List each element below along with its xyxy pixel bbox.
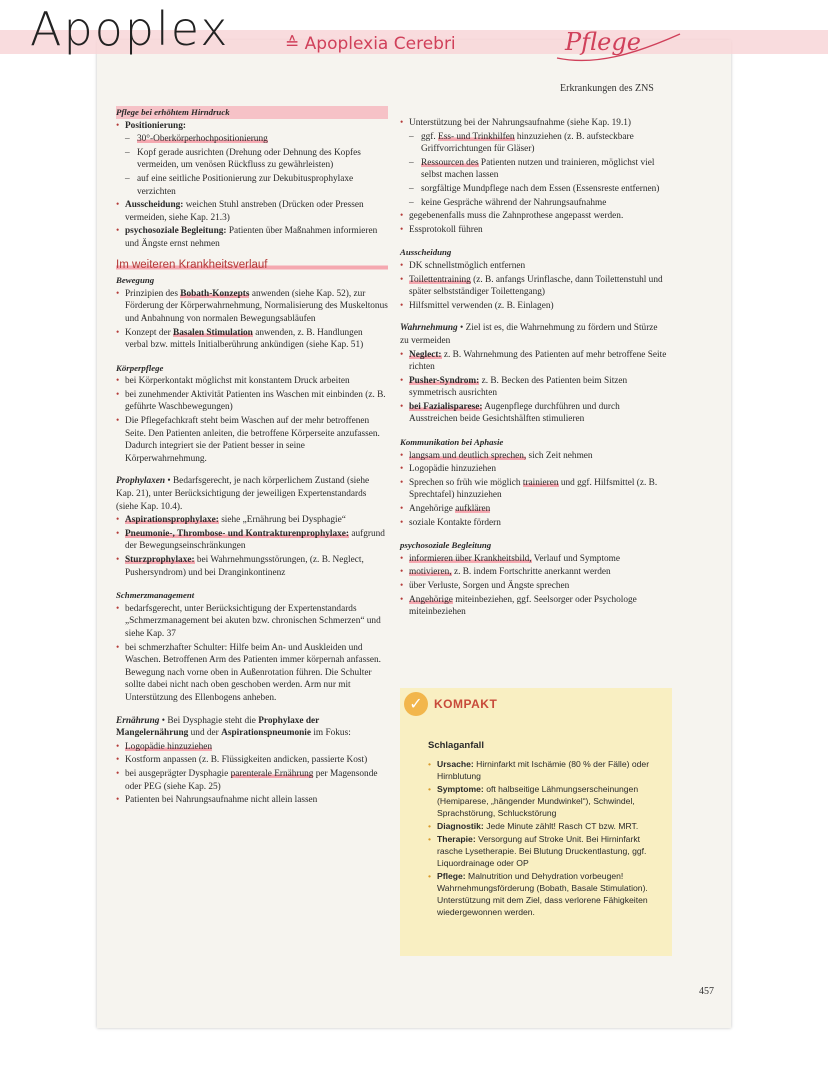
list-item: • bei Fazialisparese: Augenpflege durchführen und durch Ausstreichen beide Gesichtshälften stimulieren [400, 401, 668, 426]
section-title: Ernährung [116, 715, 160, 726]
list-item: • Hilfsmittel verwenden (z. B. Einlagen) [400, 300, 668, 313]
list-item: • Ausscheidung: weichen Stuhl anstreben (Drücken oder Pressen vermeiden, siehe Kap. 21.3) [116, 199, 388, 224]
list-item: • psychosoziale Begleitung: Patienten über Maßnahmen informieren und Ängste ernst nehmen [116, 225, 388, 250]
list-item: – sorgfältige Mundpflege nach dem Essen (Essensreste entfernen) [409, 183, 668, 196]
section-title: Ausscheidung [400, 247, 452, 258]
list-item: • Unterstützung bei der Nahrungsaufnahme (siehe Kap. 19.1) – ggf. Ess- und Trinkhilfen hinzuziehen (z. B. aufsteckbare Griffvorrichtungen für Gläser) – Ressourcen des Patienten nutzen und trainieren, möglichst viel selbst machen lassen – sorgfältige Mundpflege nach dem Essen (Essensreste entfernen) – keine Gespräche während der Nahrungsaufnahme [400, 117, 668, 209]
list-item: • Pneumonie-, Thrombose- und Kontrakturenprophylaxe: aufgrund der Bewegungseinschränkungen [116, 528, 388, 553]
list-item: • Toilettentraining (z. B. anfangs Urinflasche, dann Toilettenstuhl und später selbstständiger Toilettengang) [400, 274, 668, 299]
section-wahrnehmung: Wahrnehmung • Ziel ist es, die Wahrnehmung zu fördern und Stürze zu vermeiden • Neglect: z. B. Wahrnehmung des Patienten auf mehr betroffene Seite richten • Pusher-Syndrom: z. B. Becken des Patienten beim Sitzen symmetrisch ausrichten • bei Fazialisparese: Augenpflege durchführen und durch Ausstreichen beide Gesichtshälften stimulieren [400, 322, 668, 426]
section-title: Körperpflege [116, 362, 164, 373]
list-item: • langsam und deutlich sprechen, sich Zeit nehmen [400, 450, 668, 463]
list-item: • Konzept der Basalen Stimulation anwenden, z. B. Handlungen verbal bzw. mittels Initialberührung ankündigen (siehe Kap. 51) [116, 327, 388, 352]
list-item: – auf eine seitliche Positionierung zur Dekubitusprophylaxe verzichten [125, 173, 388, 198]
list-item: • bedarfsgerecht, unter Berücksichtigung der Expertenstandards „Schmerzmanagement bei akuten bzw. chronischen Schmerzen“ und siehe Kap. 37 [116, 603, 388, 641]
list-item: • Ursache: Hirninfarkt mit Ischämie (80 % der Fälle) oder Hirnblutung [428, 758, 666, 782]
list-item: – Ressourcen des Patienten nutzen und trainieren, möglichst viel selbst machen lassen [409, 157, 668, 182]
list-item: • Aspirationsprophylaxe: siehe „Ernährung bei Dysphagie“ [116, 514, 388, 527]
section-ausscheidung [400, 246, 668, 312]
section-title: Kommunikation bei Aphasie [400, 437, 504, 448]
pflege-tag: Pflege [565, 28, 641, 56]
section-schmerzmanagement [116, 589, 388, 704]
list-item: • motivieren, z. B. indem Fortschritte anerkannt werden [400, 566, 668, 579]
list-item: – Kopf gerade ausrichten (Drehung oder Dehnung des Kopfes vermeiden, um venösen Rückfluss zu gewährleisten) [125, 147, 388, 172]
section-bewegung [116, 274, 388, 352]
list-item: • bei schmerzhafter Schulter: Hilfe beim An- und Auskleiden und Waschen. Betroffenen Arm des Patienten immer körpernah anfassen. Bewegung nach vorne oben in Außenrotation führen. Die Schulter sollte dabei nicht nach oben geschoben werden. Arm nur mit Unterstützung des Ellenbogens anheben. [116, 642, 388, 705]
section-title: Wahrnehmung [400, 323, 458, 334]
page-subtitle: ≙ Apoplexia Cerebri [285, 34, 456, 54]
kompakt-box [400, 688, 672, 956]
kompakt-label: KOMPAKT [434, 697, 498, 711]
list-item: • Sprechen so früh wie möglich trainieren und ggf. Hilfsmittel (z. B. Sprechtafel) hinzuziehen [400, 477, 668, 502]
list-item: • bei ausgeprägter Dysphagie parenterale Ernährung per Magensonde oder PEG (siehe Kap. 25) [116, 768, 388, 793]
right-column [400, 116, 668, 620]
section-kommunikation [400, 436, 668, 529]
kompakt-header [400, 688, 672, 724]
list-item: • über Verluste, Sorgen und Ängste sprechen [400, 580, 668, 593]
list-item: • Die Pflegefachkraft steht beim Waschen auf der mehr betroffenen Seite. Den Patienten anleiten, die betroffene Körperseite anzufassen. Dadurch integriert sie der Patient besser in seine Körperwahrnehmung. [116, 415, 388, 465]
list-item: • gegebenenfalls muss die Zahnprothese angepasst werden. [400, 210, 668, 223]
kompakt-body [428, 740, 666, 919]
section-title: Schmerzmanagement [116, 590, 195, 601]
list-item: • DK schnellstmöglich entfernen [400, 260, 668, 273]
section-heading: Im weiteren Krankheitsverlauf [116, 259, 388, 272]
list-item: • Neglect: z. B. Wahrnehmung des Patienten auf mehr betroffene Seite richten [400, 349, 668, 374]
checkmark-icon: ✓ [404, 692, 428, 716]
list-item: • Pflege: Malnutrition und Dehydration vorbeugen! Wahrnehmungsförderung (Bobath, Basale Stimulation). Unterstützung mit dem Ziel, dass verlorene Fähigkeiten wiedergewonnen werden. [428, 870, 666, 918]
list-item: • Patienten bei Nahrungsaufnahme nicht allein lassen [116, 794, 388, 807]
list-item: – 30°-Oberkörperhochpositionierung [125, 133, 388, 146]
list-item: • Positionierung: – 30°-Oberkörperhochpositionierung – Kopf gerade ausrichten (Drehung oder Dehnung des Kopfes vermeiden, um venösen Rückfluss zu gewährleisten) – auf eine seitliche Positionierung zur Dekubitusprophylaxe verzichten [116, 120, 388, 199]
section-prophylaxen: Prophylaxen • Bedarfsgerecht, je nach körperlichem Zustand (siehe Kap. 21), unter Berücksichtigung der jeweiligen Expertenstandards (siehe Kap. 10.4). • Aspirationsprophylaxe: siehe „Ernährung bei Dysphagie“ • Pneumonie-, Thrombose- und Kontrakturenprophylaxe: aufgrund der Bewegungseinschränkungen • Sturzprophylaxe: bei Wahrnehmungsstörungen, (z. B. Neglect, Pushersyndrom) und bei Dranginkontinenz [116, 475, 388, 579]
list-item: • Symptome: oft halbseitige Lähmungserscheinungen (Hemiparese, „hängender Mundwinkel“), Schwindel, Sprachstörung, Schluckstörung [428, 783, 666, 819]
section-title: Pflege bei erhöhtem Hirndruck [116, 106, 388, 119]
list-item: • bei Körperkontakt möglichst mit konstantem Druck arbeiten [116, 375, 388, 388]
list-item: • Sturzprophylaxe: bei Wahrnehmungsstörungen, (z. B. Neglect, Pushersyndrom) und bei Dranginkontinenz [116, 554, 388, 579]
list-item: • Logopädie hinzuziehen [400, 463, 668, 476]
list-item: – ggf. Ess- und Trinkhilfen hinzuziehen (z. B. aufsteckbare Griffvorrichtungen für Gläser) [409, 131, 668, 156]
section-title: Bewegung [116, 275, 155, 286]
list-item: • Logopädie hinzuziehen [116, 741, 388, 754]
section-psychosozial [400, 539, 668, 619]
list-item: • Essprotokoll führen [400, 224, 668, 237]
list-item: • Kostform anpassen (z. B. Flüssigkeiten andicken, passierte Kost) [116, 754, 388, 767]
section-title: Prophylaxen [116, 476, 166, 487]
section-hirndruck [116, 106, 388, 251]
list-item: • Angehörige aufklären [400, 503, 668, 516]
list-item: • bei zunehmender Aktivität Patienten ins Waschen mit einbinden (z. B. geführte Waschbewegungen) [116, 389, 388, 414]
section-title: psychosoziale Begleitung [400, 540, 492, 551]
list-item: • Prinzipien des Bobath-Konzepts anwenden (siehe Kap. 52), zur Förderung der Körperwahrnehmung, Normalisierung des Muskeltonus und Anbahnung von normalen Bewegungsabläufen [116, 288, 388, 326]
left-column [116, 106, 388, 808]
list-item: • Therapie: Versorgung auf Stroke Unit. Bei Hirninfarkt rasche Lysetherapie. Bei Blutung Druckentlastung, ggf. Liquordrainage oder OP [428, 833, 666, 869]
section-ernaehrung: Ernährung • Bei Dysphagie steht die Prophylaxe der Mangelernährung und der Aspirationspneumonie im Fokus: • Logopädie hinzuziehen • Kostform anpassen (z. B. Flüssigkeiten andicken, passierte Kost) • bei ausgeprägter Dysphagie parenterale Ernährung per Magensonde oder PEG (siehe Kap. 25) • Patienten bei Nahrungsaufnahme nicht allein lassen [116, 715, 388, 807]
page-title: Apoplex [30, 2, 230, 56]
list-item: • Pusher-Syndrom: z. B. Becken des Patienten beim Sitzen symmetrisch ausrichten [400, 375, 668, 400]
list-item: • informieren über Krankheitsbild, Verlauf und Symptome [400, 553, 668, 566]
page-number: 457 [699, 986, 714, 997]
kompakt-subtitle: Schlaganfall [428, 740, 484, 751]
list-item: • Diagnostik: Jede Minute zählt! Rasch CT bzw. MRT. [428, 820, 666, 832]
list-item: – keine Gespräche während der Nahrungsaufnahme [409, 197, 668, 210]
section-koerperpflege [116, 362, 388, 466]
chapter-header: Erkrankungen des ZNS [560, 83, 654, 94]
list-item: • Angehörige miteinbeziehen, ggf. Seelsorger oder Psychologe miteinbeziehen [400, 594, 668, 619]
list-item: • soziale Kontakte fördern [400, 517, 668, 530]
